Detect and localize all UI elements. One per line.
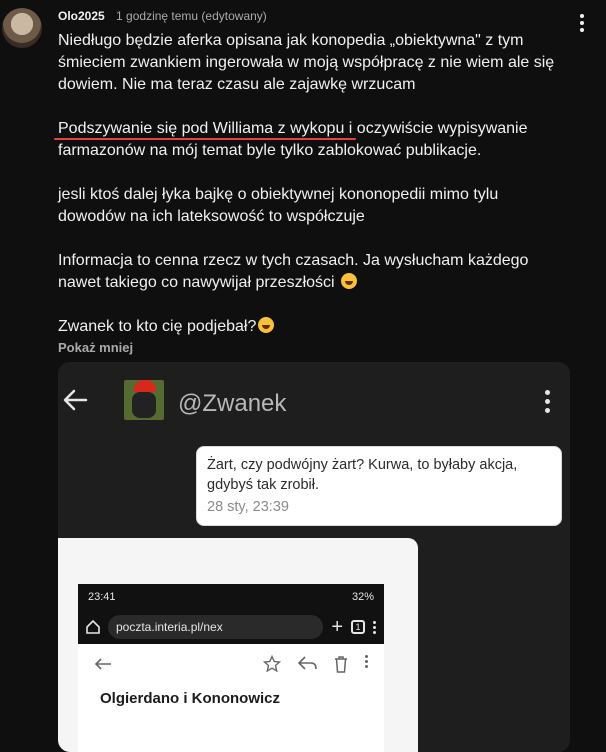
- battery-level: 32%: [351, 591, 374, 603]
- text-line: śmieciem zwankiem ingerowała w moją współpracę z nie wiem ale się: [58, 54, 555, 71]
- text-line: dowodów na ich lateksowość to współczuje: [58, 208, 365, 225]
- text-fragment: nawet takiego co nawywijał przeszłości: [58, 274, 335, 291]
- more-options-icon: [545, 390, 550, 413]
- message-time: 28 sty, 23:39: [207, 499, 289, 515]
- browser-url-bar: [78, 610, 384, 644]
- author-name[interactable]: Olo2025: [58, 9, 105, 23]
- text-line: dowiem. Nie ma teraz czasu ale zajawkę wrzucam: [58, 76, 416, 93]
- avatar[interactable]: [2, 8, 42, 48]
- contact-avatar: [124, 380, 164, 420]
- text-fragment: oczywiście wypisywanie: [352, 120, 528, 137]
- grin-emoji-icon: [341, 273, 357, 289]
- text-line: farmazonów na mój temat byle tylko zablokować publikacje.: [58, 142, 482, 159]
- new-tab-icon: +: [331, 615, 343, 638]
- star-icon: [263, 655, 281, 673]
- text-line: Niedługo będzie aferka opisana jak konopedia „obiektywna" z tym: [58, 32, 524, 49]
- status-bar: [78, 584, 384, 610]
- contact-handle: @Zwanek: [178, 390, 287, 417]
- text-line: [58, 316, 578, 338]
- more-options-icon[interactable]: [580, 14, 584, 32]
- reply-icon: [297, 655, 317, 671]
- text-line: [58, 118, 578, 140]
- home-icon: [86, 620, 100, 634]
- grin-emoji-icon: [258, 317, 274, 333]
- comment-body: [58, 30, 578, 338]
- menu-icon: [373, 621, 376, 634]
- trash-icon: [333, 655, 349, 673]
- url-field: poczta.interia.pl/nex: [108, 615, 323, 639]
- underlined-text: Podszywanie się pod Williama z wykopu i: [58, 120, 353, 137]
- message-bubble: [196, 446, 562, 526]
- mail-subject: Olgierdano i Kononowicz: [100, 690, 280, 707]
- embedded-phone-screenshot: [78, 584, 384, 752]
- text-line: Informacja to cenna rzecz w tych czasach. Ja wysłucham każdego: [58, 252, 529, 269]
- back-arrow-icon: [62, 388, 88, 412]
- message-line: gdybyś tak zrobił.: [207, 477, 320, 493]
- text-line: [58, 272, 578, 294]
- tab-count: 1: [351, 620, 365, 634]
- message-line: Żart, czy podwójny żart? Kurwa, to byłaby akcja,: [207, 457, 518, 473]
- show-less-button[interactable]: Pokaż mniej: [58, 340, 134, 355]
- attached-screenshot[interactable]: [58, 362, 570, 752]
- mail-toolbar: [78, 644, 384, 684]
- phone-time: 23:41: [88, 591, 116, 603]
- text-line: jesli ktoś dalej łyka bajkę o obiektywnej kononopedii mimo tylu: [58, 186, 499, 203]
- comment-timestamp[interactable]: 1 godzinę temu (edytowany): [116, 9, 267, 23]
- text-fragment: Zwanek to kto cię podjebał?: [58, 318, 257, 335]
- menu-icon: [365, 655, 368, 673]
- comment-header: [58, 9, 267, 23]
- back-arrow-icon: [94, 657, 112, 671]
